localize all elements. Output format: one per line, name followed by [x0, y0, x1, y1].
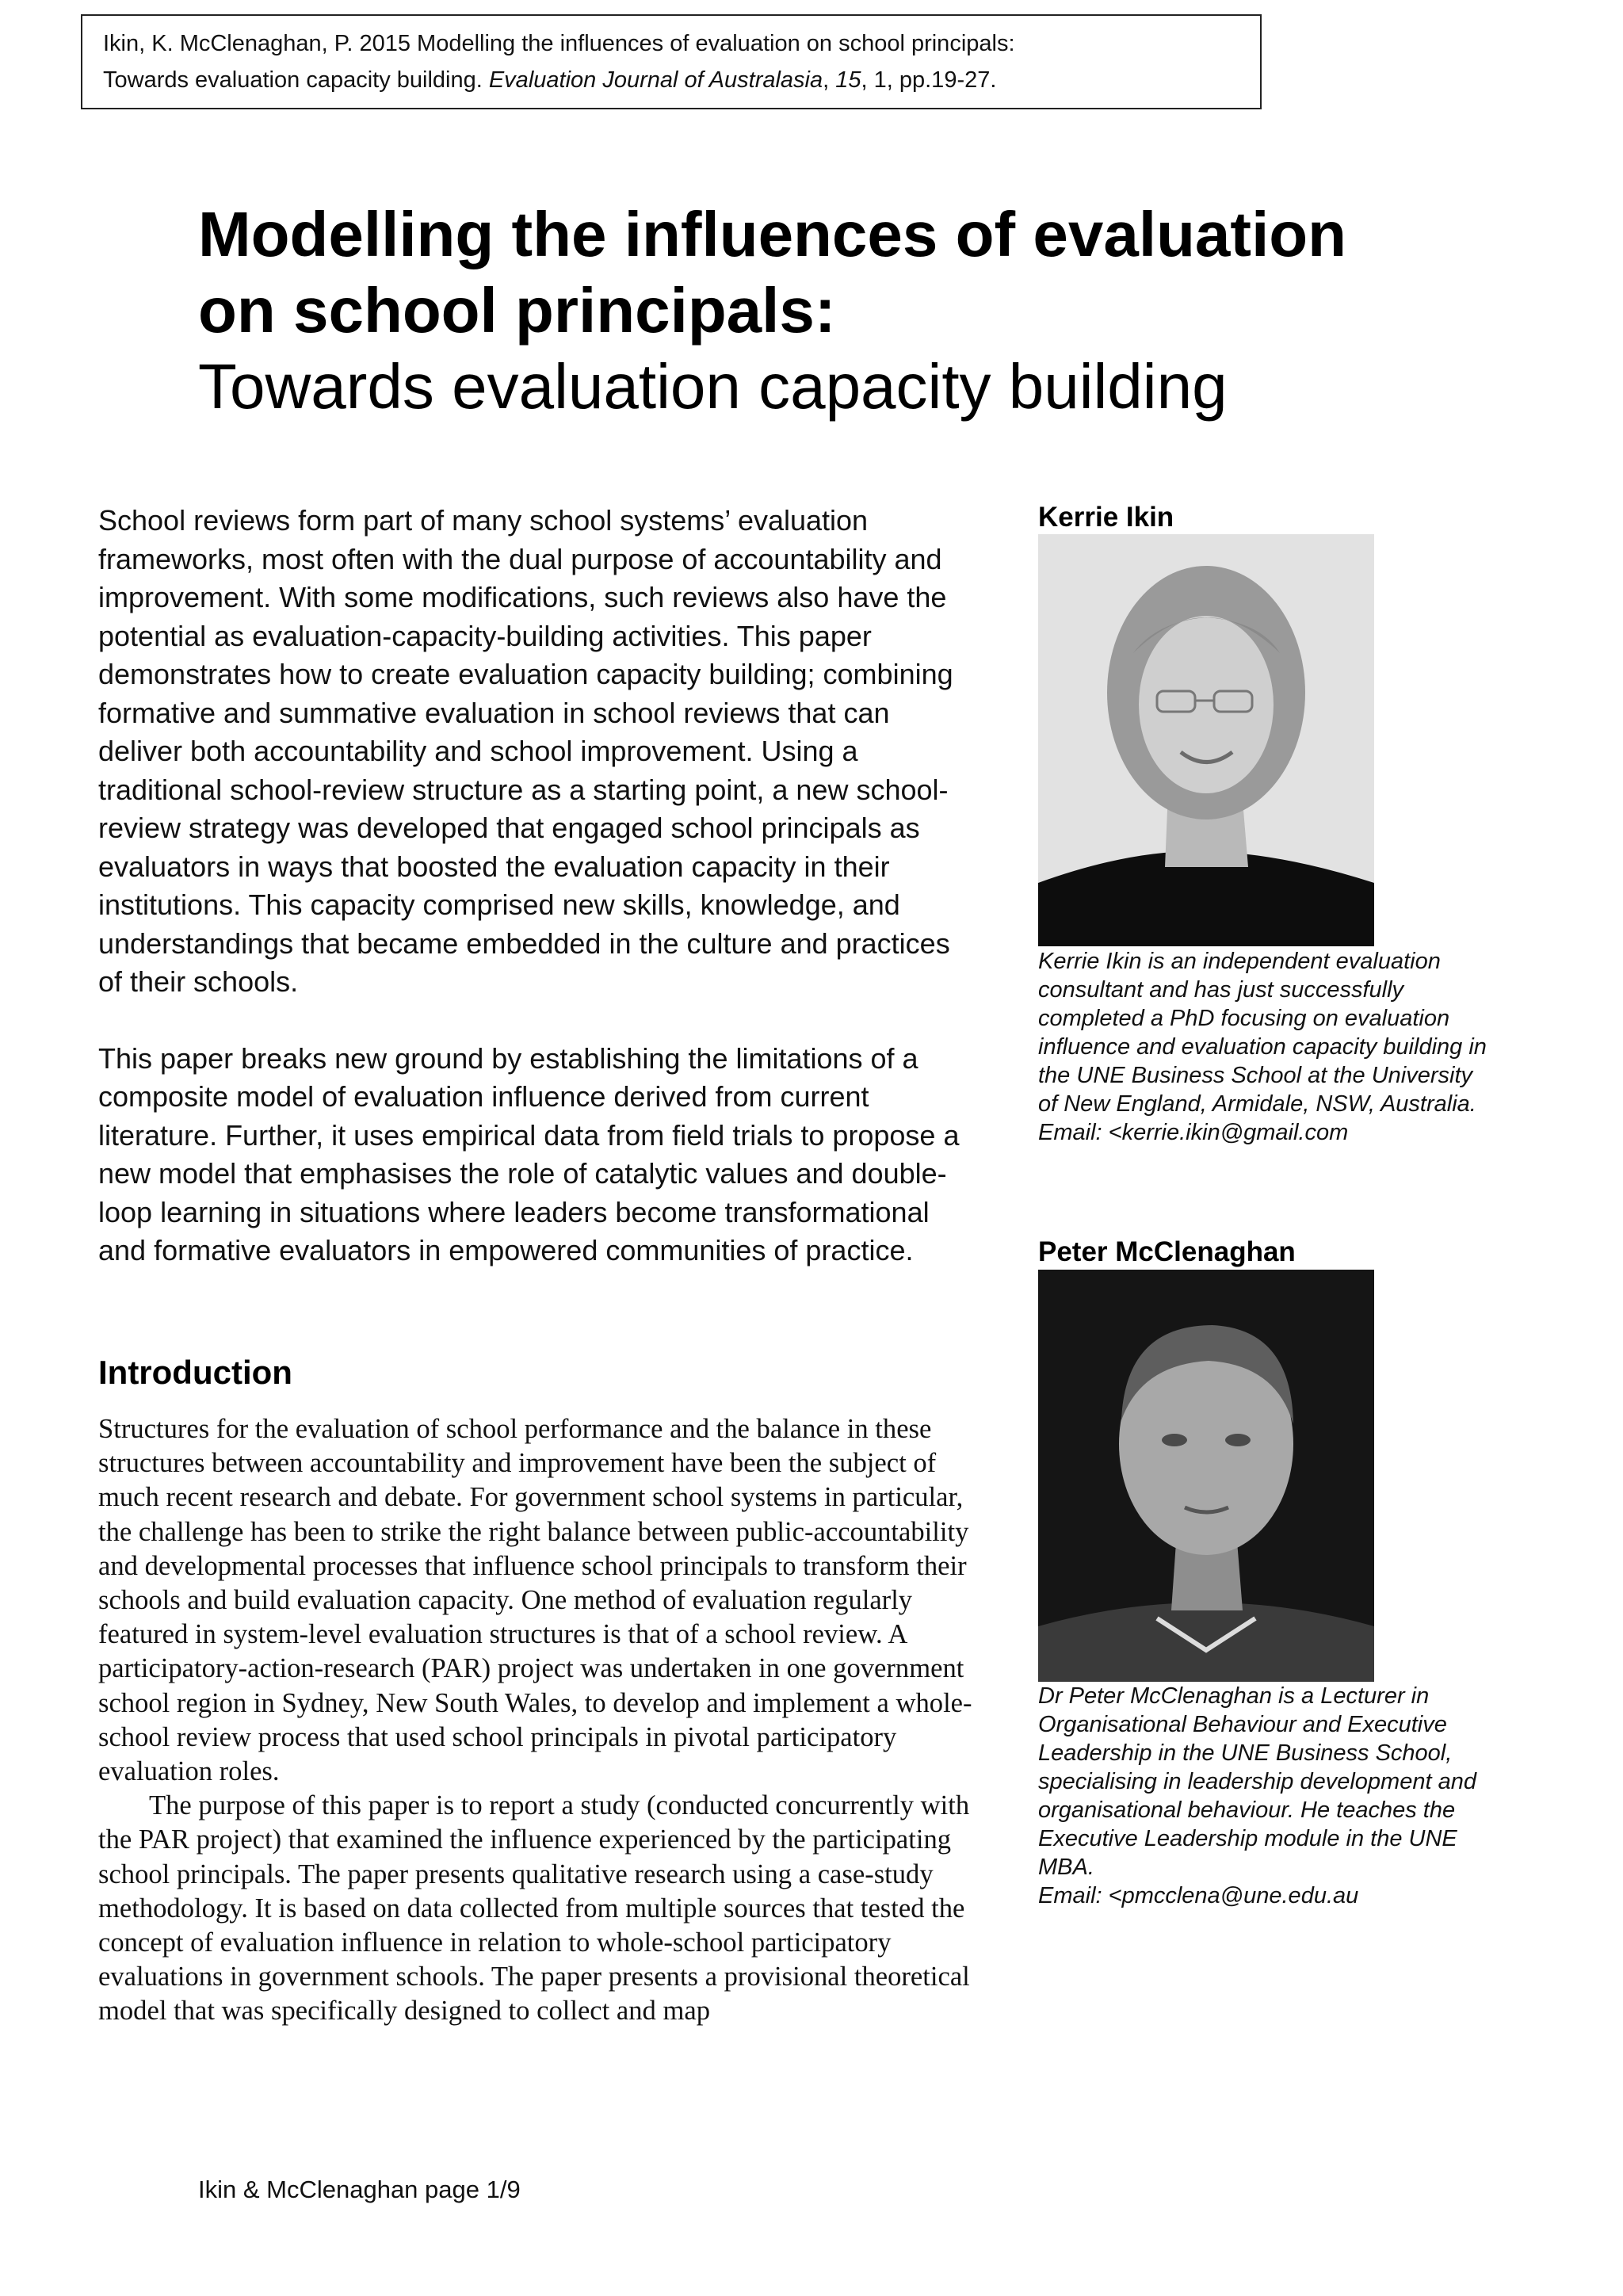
abstract — [98, 502, 978, 1270]
author-bio-text: Kerrie Ikin is an independent evaluation consultant and has just successfully completed a PhD focusing on evaluation influence and evaluation capacity building in the UNE Business School at the University of New England, Armidale, NSW, Australia. — [1038, 949, 1487, 1117]
author-email: Email: <pmcclena@une.edu.au — [1038, 1883, 1359, 1908]
citation-separator: , — [823, 67, 836, 93]
citation-box — [81, 14, 1262, 109]
author-bio-kerrie-ikin — [1038, 947, 1498, 1147]
title-line-2: on school principals: — [198, 275, 836, 346]
author-bio-text: Dr Peter McClenaghan is a Lecturer in Organisational Behaviour and Executive Leadership in the UNE Business School, specialising in leadership development and organisational behaviour. He teaches the Executive Leadership module in the UNE MBA. — [1038, 1683, 1476, 1880]
introduction-body — [98, 1412, 978, 2029]
section-heading-introduction: Introduction — [98, 1354, 292, 1391]
citation-line-1: Ikin, K. McClenaghan, P. 2015 Modelling the influences of evaluation on school principals: — [103, 31, 1015, 56]
author-photo-peter-mcclenaghan — [1038, 1270, 1374, 1682]
journal-volume: 15 — [835, 67, 861, 93]
author-email: Email: <kerrie.ikin@gmail.com — [1038, 1120, 1349, 1145]
citation-pages: , 1, pp.19-27. — [861, 67, 997, 93]
journal-name: Evaluation Journal of Australasia — [488, 67, 823, 93]
abstract-paragraph-2: This paper breaks new ground by establishing the limitations of a composite model of evaluation influence derived from current literature. Further, it uses empirical data from field trials to propose a new model that emphasises the role of catalytic values and double-loop learning in situations where leaders become transformational and formative evaluators in empowered communities of practice. — [98, 1041, 960, 1266]
author-photo-kerrie-ikin — [1038, 534, 1374, 946]
citation-line-2 — [103, 62, 1239, 98]
title-line-1: Modelling the influences of evaluation — [198, 199, 1347, 269]
author-name-kerrie-ikin: Kerrie Ikin — [1038, 502, 1174, 533]
citation-text: Towards evaluation capacity building. — [103, 67, 489, 93]
intro-paragraph-1: Structures for the evaluation of school performance and the balance in these structures between accountability and improvement have been the subject of much recent research and debate. For government school systems in particular, the challenge has been to strike the right balance between public-accountability and developmental processes that influence school principals to transform their schools and build evaluation capacity. One method of evaluation regularly featured in system-level evaluation structures is that of a school review. A participatory-action-research (PAR) project was undertaken in one government school region in Sydney, New South Wales, to develop and implement a whole-school review process that used school principals in pivotal participatory evaluation roles. — [98, 1414, 972, 1787]
author-bio-peter-mcclenaghan — [1038, 1682, 1498, 1910]
abstract-paragraph-1: School reviews form part of many school systems’ evaluation frameworks, most often with the dual purpose of accountability and improvement. With some modifications, such reviews also have the potential as evaluation-capacity-building activities. This paper demonstrates how to create evaluation capacity building; combining formative and summative evaluation in school reviews that can deliver both accountability and school improvement. Using a traditional school-review structure as a starting point, a new school-review strategy was developed that engaged school principals as evaluators in ways that boosted the evaluation capacity in their institutions. This capacity comprised new skills, knowledge, and understandings that became embedded in the culture and practices of their schools. — [98, 504, 953, 998]
subtitle: Towards evaluation capacity building — [198, 351, 1228, 422]
page-footer: Ikin & McClenaghan page 1/9 — [198, 2176, 521, 2203]
portrait-man-icon — [1038, 1270, 1374, 1682]
intro-paragraph-2: The purpose of this paper is to report a study (conducted concurrently with the PAR project) that examined the influence experienced by the participating school principals. The paper presents qualitative research using a case-study methodology. It is based on data collected from multiple sources that tested the concept of evaluation influence in relation to whole-school participatory evaluations in government schools. The paper presents a provisional theoretical model that was specifically designed to collect and map — [98, 1790, 970, 2027]
paper-title — [198, 197, 1506, 425]
author-name-peter-mcclenaghan: Peter McClenaghan — [1038, 1236, 1296, 1267]
portrait-woman-icon — [1038, 534, 1374, 946]
